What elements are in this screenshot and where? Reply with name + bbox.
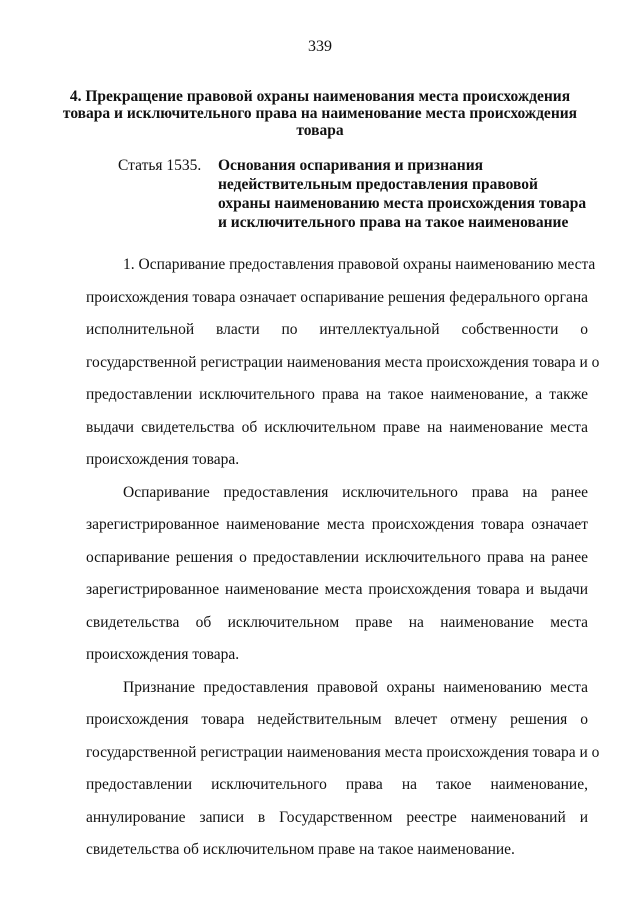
paragraph-line: государственной регистрации наименования места происхождения товара и о	[86, 743, 600, 761]
paragraph	[86, 481, 588, 676]
paragraph-line: государственной регистрации наименования места происхождения товара и о	[86, 353, 600, 371]
paragraph-line: предоставлении исключительного права на такое наименование,	[86, 776, 588, 793]
article-title-line: охраны наименованию места происхождения товара	[218, 195, 587, 212]
article-title-line: Основания оспаривания и признания	[218, 157, 484, 174]
paragraph-line: аннулирование записи в Государственном реестре наименований и	[86, 808, 588, 826]
article-title-line: и исключительного права на такое наименование	[218, 214, 569, 231]
paragraph-line: происхождения товара означает оспаривание решения федерального органа	[86, 288, 588, 306]
paragraph-line: происхождения товара.	[86, 646, 240, 663]
page-number: 339	[308, 38, 332, 55]
chapter-title-line: 4. Прекращение правовой охраны наименования места происхождения	[69, 88, 571, 105]
paragraph-line: происхождения товара.	[86, 451, 240, 468]
paragraph-line: 1. Оспаривание предоставления правовой охраны наименованию места	[123, 256, 596, 273]
paragraph-line: зарегистрированное наименование места происхождения товара и выдачи	[86, 581, 588, 598]
chapter-title	[60, 88, 580, 139]
paragraph-line: свидетельства об исключительном праве на такое наименование.	[86, 841, 515, 858]
chapter-title-line: товара и исключительного права на наименование места происхождения	[62, 105, 578, 122]
paragraph-line: Признание предоставления правовой охраны наименованию места	[123, 678, 588, 696]
paragraph-line: зарегистрированное наименование места происхождения товара означает	[86, 516, 588, 533]
paragraph-line: выдачи свидетельства об исключительном праве на наименование места	[86, 418, 588, 436]
article-title-line: недействительным предоставления правовой	[218, 176, 538, 193]
paragraph-line: оспаривание решения о предоставлении исключительного права на ранее	[86, 548, 588, 566]
paragraph-line: свидетельства об исключительном праве на наименование места	[86, 613, 588, 631]
chapter-title-line: товара	[296, 122, 344, 139]
article-label: Статья 1535.	[118, 157, 202, 174]
body-text	[86, 253, 600, 871]
paragraph-line: исполнительной власти по интеллектуальной собственности о	[86, 321, 588, 338]
paragraph-line: Оспаривание предоставления исключительного права на ранее	[123, 483, 588, 501]
paragraph	[86, 676, 600, 871]
paragraph-line: происхождения товара недействительным влечет отмену решения о	[86, 711, 588, 728]
article-title	[218, 156, 598, 232]
paragraph-line: предоставлении исключительного права на такое наименование, а также	[86, 386, 588, 403]
paragraph	[86, 253, 600, 481]
